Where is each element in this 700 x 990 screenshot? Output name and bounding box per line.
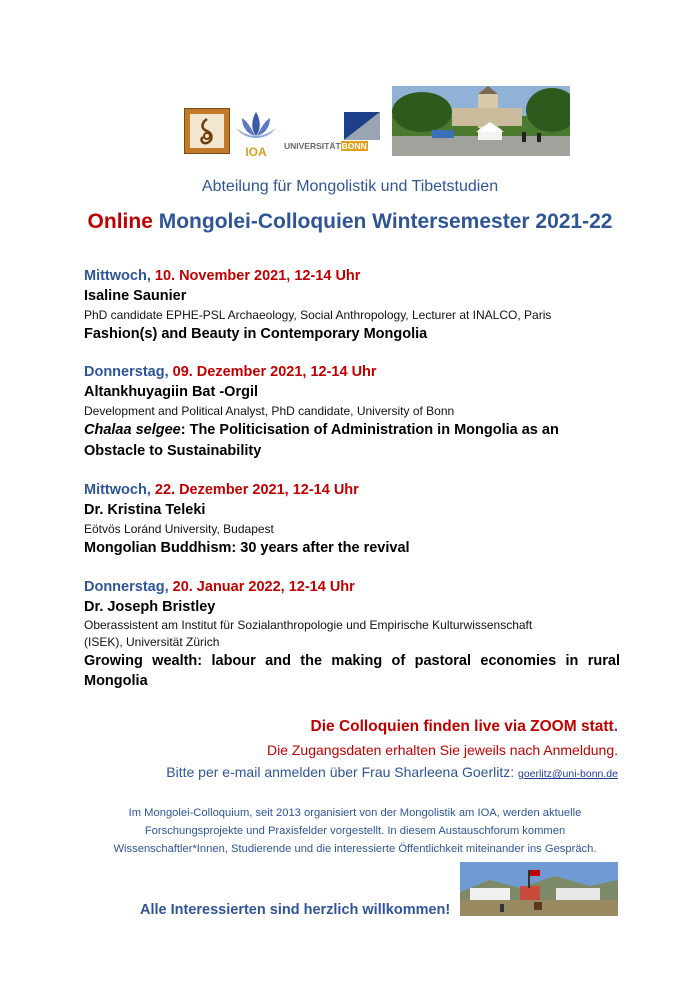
talk-title: Fashion(s) and Beauty in Contemporary Mongolia bbox=[84, 326, 428, 342]
event-date-time: 10. November 2021, 12-14 Uhr bbox=[154, 268, 361, 284]
event-weekday: Donnerstag, bbox=[84, 579, 169, 595]
welcome-message: Alle Interessierten sind herzlich willkommen! bbox=[140, 902, 451, 918]
talk-title-italic: Chalaa selgee bbox=[84, 422, 181, 438]
event-3 bbox=[84, 480, 620, 558]
zoom-info bbox=[311, 718, 618, 736]
campus-yurt-photo bbox=[392, 86, 570, 156]
talk-title bbox=[84, 420, 620, 462]
speaker-affiliation-2: (ISEK), Universität Zürich bbox=[84, 635, 220, 649]
event-date-time: 22. Dezember 2021, 12-14 Uhr bbox=[154, 482, 359, 498]
event-2 bbox=[84, 362, 620, 462]
ioa-text: IOA bbox=[245, 145, 267, 159]
talk-title-rest: : The Politicisation of Administration in Mongolia as an Obstacle to Sustainability bbox=[84, 422, 559, 459]
event-date bbox=[84, 362, 620, 382]
speaker-name: Dr. Joseph Bristley bbox=[84, 599, 216, 615]
event-weekday: Mittwoch, bbox=[84, 268, 151, 284]
uni-text: UNIVERSITÄT bbox=[284, 141, 341, 151]
speaker-affiliation: PhD candidate EPHE-PSL Archaeology, Social Anthropology, Lecturer at INALCO, Paris bbox=[84, 308, 552, 322]
event-1 bbox=[84, 266, 620, 344]
event-weekday: Donnerstag, bbox=[84, 364, 169, 380]
speaker-affiliation: Oberassistent am Institut für Sozialanthropologie und Empirische Kulturwissenschaft bbox=[84, 618, 533, 632]
colloquium-description: Im Mongolei-Colloquium, seit 2013 organisiert von der Mongolistik am IOA, werden aktuelle Forschungsprojekte und Praxisfelder vorgestellt. In diesem Austauschforum kommen Wissenschaftler*Innen, Studierende und die interessierte Öffentlichkeit miteinander ins Gespräch. bbox=[113, 807, 597, 855]
lotus-icon bbox=[234, 108, 278, 140]
title-online: Online bbox=[87, 210, 153, 233]
registration-text: Bitte per e-mail anmelden über Frau Sharleena Goerlitz: bbox=[166, 764, 515, 780]
speaker-affiliation: Eötvös Loránd University, Budapest bbox=[84, 522, 274, 536]
speaker-affiliation: Development and Political Analyst, PhD candidate, University of Bonn bbox=[84, 404, 455, 418]
event-date bbox=[84, 577, 620, 597]
title-rest: Mongolei-Colloquien Wintersemester 2021-22 bbox=[158, 210, 613, 233]
zoom-line: Die Colloquien finden live via ZOOM statt bbox=[310, 718, 614, 735]
uni-bonn-mark bbox=[344, 112, 380, 140]
event-4 bbox=[84, 577, 620, 691]
speaker-name: Altankhuyagiin Bat -Orgil bbox=[84, 384, 259, 400]
bonn-text: BONN bbox=[341, 141, 367, 151]
uni-bonn-logo bbox=[284, 112, 380, 152]
event-date-time: 20. Januar 2022, 12-14 Uhr bbox=[172, 579, 355, 595]
zoom-dot: . bbox=[613, 718, 618, 735]
ioa-logo bbox=[234, 108, 278, 159]
logo-strip bbox=[184, 86, 570, 159]
registration-info bbox=[166, 764, 618, 780]
talk-title: Growing wealth: labour and the making of pastoral economies in rural Mongolia bbox=[84, 653, 620, 689]
event-date bbox=[84, 480, 620, 500]
speaker-name: Isaline Saunier bbox=[84, 288, 187, 304]
email-link[interactable]: goerlitz@uni-bonn.de bbox=[518, 768, 618, 780]
page-title bbox=[0, 210, 700, 234]
access-info: Die Zugangsdaten erhalten Sie jeweils nach Anmeldung. bbox=[266, 742, 618, 758]
emblem-icon bbox=[185, 109, 229, 153]
event-date bbox=[84, 266, 620, 286]
event-date-time: 09. Dezember 2021, 12-14 Uhr bbox=[172, 364, 377, 380]
event-weekday: Mittwoch, bbox=[84, 482, 151, 498]
talk-title: Mongolian Buddhism: 30 years after the revival bbox=[84, 540, 410, 556]
department-heading: Abteilung für Mongolistik und Tibetstudien bbox=[201, 178, 499, 195]
festival-photo bbox=[460, 862, 618, 916]
speaker-name: Dr. Kristina Teleki bbox=[84, 502, 206, 518]
mongolistik-emblem bbox=[184, 108, 230, 154]
